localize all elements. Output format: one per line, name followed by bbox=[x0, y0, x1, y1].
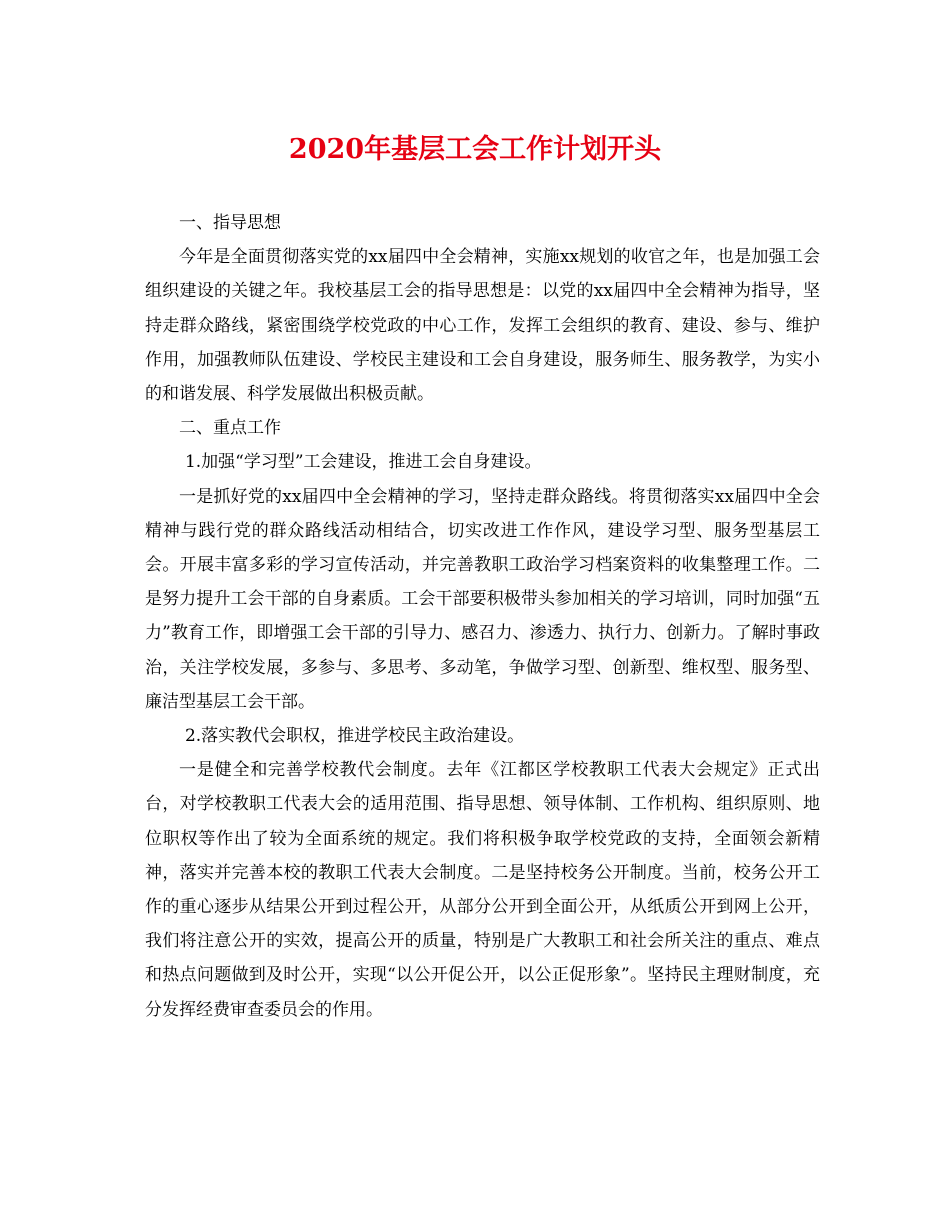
subsection-heading-staff-congress: 2.落实教代会职权，推进学校民主政治建设。 bbox=[184, 726, 525, 747]
section-heading-key-work: 二、重点工作 bbox=[179, 418, 281, 439]
subsection-paragraph-staff-congress: 一是健全和完善学校教代会制度。去年《江都区学校教职工代表大会规定》正式出台，对学校教职工代表大会的适用范围、指导思想、领导体制、工作机构、组织原则、地位职权等作出了较为全面系统的规定。我们将积极争取学校党政的支持，全面领会新精神，落实并完善本校的教职工代表大会制度。二是坚持校务公开制度。当前，校务公开工作的重心逐步从结果公开到过程公开，从部分公开到全面公开，从纸质公开到网上公开，我们将注意公开的实效，提高公开的质量，特别是广大教职工和社会所关注的重点、难点和热点问题做到及时公开，实现“以公开促公开，以公正促形象”。坚持民主理财制度，充分发挥经费审查委员会的作用。 bbox=[145, 760, 820, 1020]
section-paragraph-guiding-ideology: 今年是全面贯彻落实党的xx届四中全会精神，实施xx规划的收官之年，也是加强工会组织建设的关键之年。我校基层工会的指导思想是：以党的xx届四中全会精神为指导，坚持走群众路线，紧密围绕学校党政的中心工作，发挥工会组织的教育、建设、参与、维护作用，加强教师队伍建设、学校民主建设和工会自身建设，服务师生、服务教学，为实小的和谐发展、科学发展做出积极贡献。 bbox=[145, 247, 820, 405]
document-title: 2020年基层工会工作计划开头 bbox=[288, 134, 662, 165]
section-heading-guiding-ideology: 一、指导思想 bbox=[179, 213, 281, 233]
subsection-paragraph-learning-union: 一是抓好党的xx届四中全会精神的学习，坚持走群众路线。将贯彻落实xx届四中全会精神与践行党的群众路线活动相结合，切实改进工作作风，建设学习型、服务型基层工会。开展丰富多彩的学习宣传活动，并完善教职工政治学习档案资料的收集整理工作。二是努力提升工会干部的自身素质。工会干部要积极带头参加相关的学习培训，同时加强“五力”教育工作，即增强工会干部的引导力、感召力、渗透力、执行力、创新力。了解时事政治，关注学校发展，多参与、多思考、多动笔，争做学习型、创新型、维权型、服务型、廉洁型基层工会干部。 bbox=[145, 486, 820, 712]
document-body bbox=[145, 206, 820, 1027]
subsection-heading-learning-union: 1.加强“学习型”工会建设，推进工会自身建设。 bbox=[184, 452, 542, 473]
